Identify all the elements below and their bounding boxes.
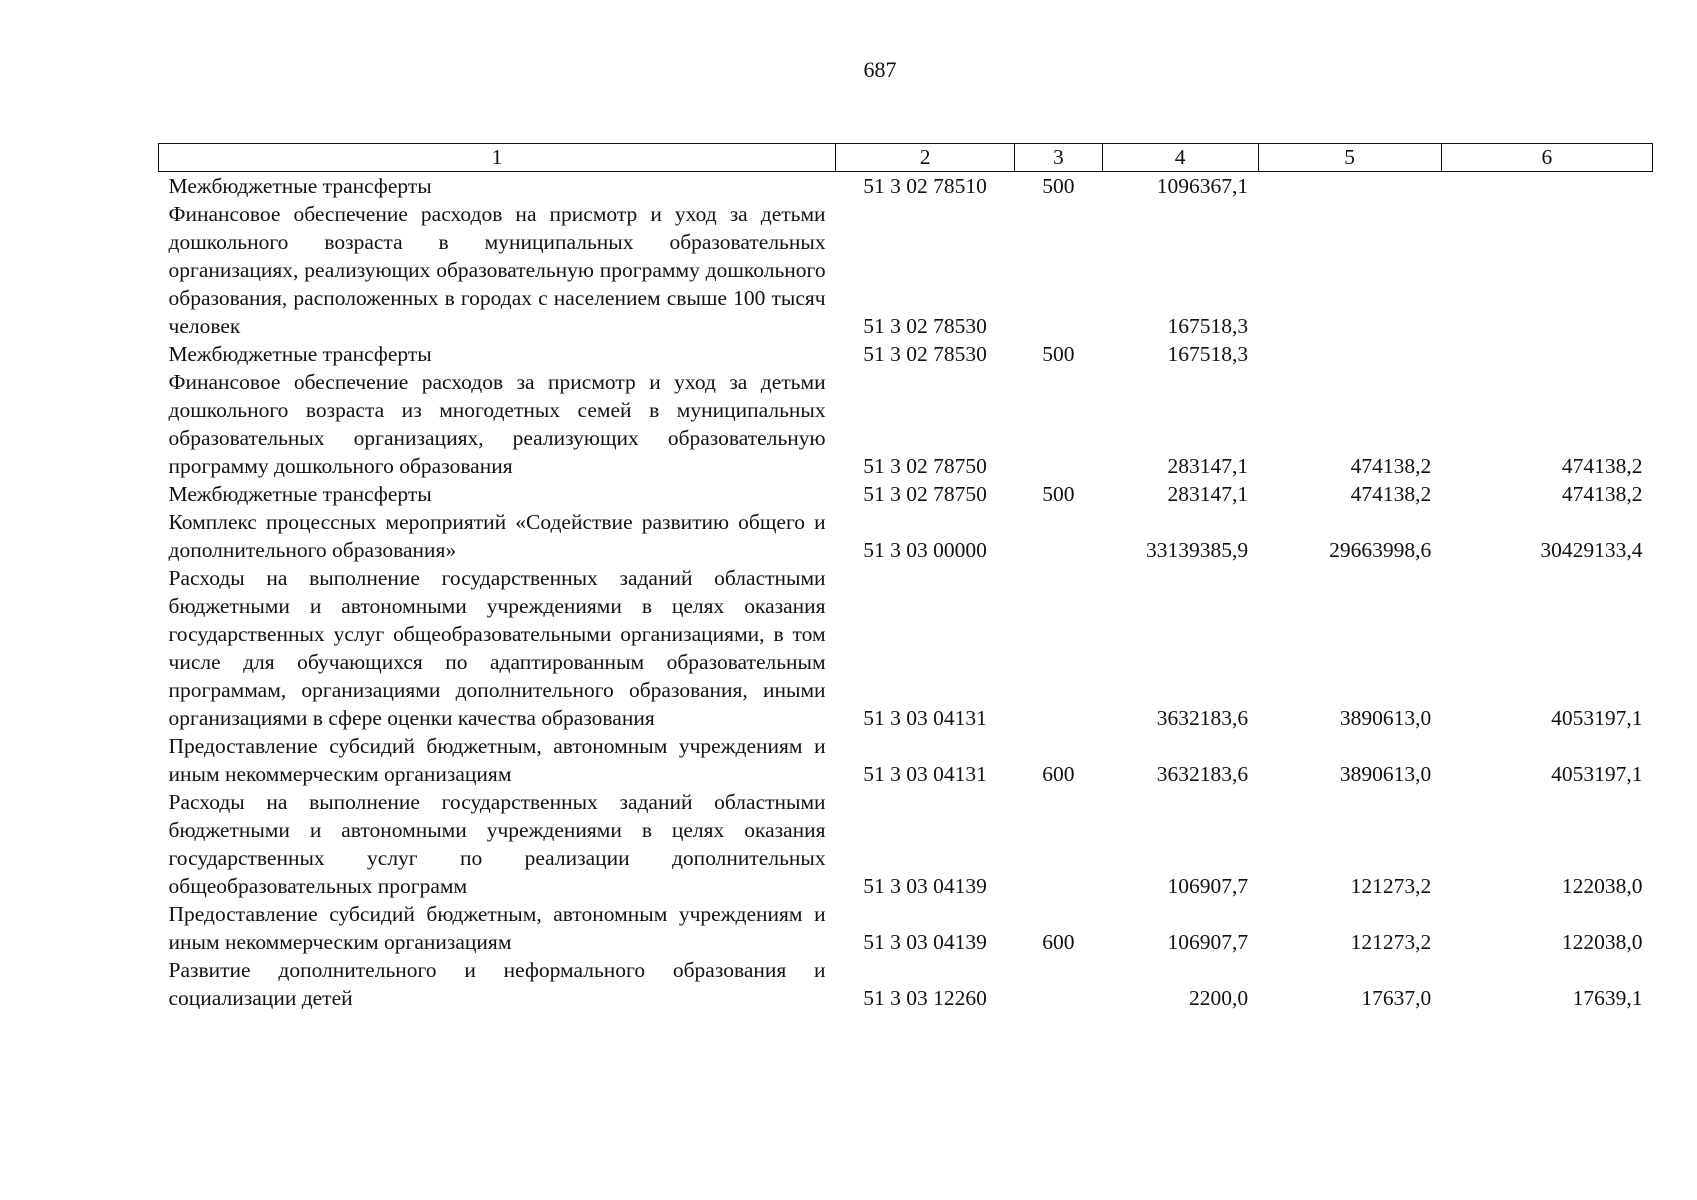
column-header-5: 5 [1258, 144, 1441, 172]
row-value-col6-cell: 17639,1 [1572, 986, 1643, 1010]
row-value-col4-cell: 3632183,6 [1156, 706, 1249, 730]
row-value-col4-cell: 106907,7 [1167, 874, 1249, 898]
row-expense-type-cell: 600 [1042, 762, 1075, 786]
table-row [159, 900, 1653, 956]
row-expense-type-cell [1015, 508, 1103, 564]
row-value-col6-cell: 474138,2 [1561, 482, 1643, 506]
table-row [159, 788, 1653, 900]
row-value-col6-cell: 122038,0 [1561, 930, 1643, 954]
row-code-cell: 51 3 03 04139 [863, 874, 987, 898]
row-value-col6-cell: 4053197,1 [1551, 706, 1643, 730]
table-row [159, 732, 1653, 788]
row-value-col6-cell: 474138,2 [1561, 454, 1643, 478]
row-value-col5-cell: 474138,2 [1350, 454, 1432, 478]
column-header-3: 3 [1015, 144, 1103, 172]
row-value-col5-cell: 121273,2 [1350, 874, 1432, 898]
table-row [159, 508, 1653, 564]
row-name-cell: Развитие дополнительного и неформального образования и социализации детей [168, 958, 826, 1010]
row-value-col5-cell: 121273,2 [1350, 930, 1432, 954]
row-code-cell: 51 3 03 12260 [863, 986, 987, 1010]
row-name-cell: Расходы на выполнение государственных заданий областными бюджетными и автономными учреждениями в целях оказания государственных услуг общеобразовательными организациями, в том числе для обучающихся по адаптированным образовательным программам, организациями дополнительного образования, иными организациями в сфере оценки качества образования [168, 566, 826, 730]
row-value-col4-cell: 167518,3 [1167, 342, 1249, 366]
row-code-cell: 51 3 02 78530 [863, 342, 987, 366]
header-row [159, 144, 1653, 172]
row-code-cell: 51 3 03 00000 [863, 538, 987, 562]
row-value-col5-cell: 474138,2 [1350, 482, 1432, 506]
row-value-col4-cell: 1096367,1 [1156, 174, 1249, 198]
table-row [159, 200, 1653, 340]
row-code-cell: 51 3 02 78510 [863, 174, 987, 198]
budget-table [158, 143, 1653, 1012]
row-value-col5-cell [1258, 172, 1441, 201]
row-value-col6-cell: 30429133,4 [1540, 538, 1643, 562]
column-header-2: 2 [836, 144, 1015, 172]
row-value-col6-cell: 4053197,1 [1551, 762, 1643, 786]
row-expense-type-cell: 600 [1042, 930, 1075, 954]
row-value-col5-cell: 29663998,6 [1329, 538, 1432, 562]
row-value-col6-cell [1441, 172, 1652, 201]
row-name-cell: Расходы на выполнение государственных заданий областными бюджетными и автономными учреждениями в целях оказания государственных услуг по реализации дополнительных общеобразовательных программ [168, 790, 826, 898]
row-expense-type-cell [1015, 564, 1103, 732]
row-name-cell: Комплекс процессных мероприятий «Содействие развитию общего и дополнительного образования» [168, 510, 826, 562]
row-code-cell: 51 3 03 04131 [863, 762, 987, 786]
row-code-cell: 51 3 02 78750 [863, 454, 987, 478]
column-header-1: 1 [159, 144, 836, 172]
row-name-cell: Предоставление субсидий бюджетным, автономным учреждениям и иным некоммерческим организациям [168, 902, 826, 954]
row-value-col5-cell: 3890613,0 [1339, 706, 1432, 730]
row-value-col4-cell: 167518,3 [1167, 314, 1249, 338]
column-header-4: 4 [1102, 144, 1258, 172]
row-code-cell: 51 3 02 78530 [863, 314, 987, 338]
row-name-cell: Предоставление субсидий бюджетным, автономным учреждениям и иным некоммерческим организациям [168, 734, 826, 786]
row-value-col4-cell: 3632183,6 [1156, 762, 1249, 786]
row-code-cell: 51 3 03 04131 [863, 706, 987, 730]
row-value-col5-cell: 17637,0 [1361, 986, 1432, 1010]
row-expense-type-cell [1015, 788, 1103, 900]
table-row [159, 172, 1653, 201]
row-name-cell: Финансовое обеспечение расходов за присмотр и уход за детьми дошкольного возраста из многодетных семей в муниципальных образовательных организациях, реализующих образовательную программу дошкольного образования [168, 370, 826, 478]
row-expense-type-cell [1015, 956, 1103, 1012]
row-expense-type-cell: 500 [1042, 174, 1075, 198]
row-value-col6-cell: 122038,0 [1561, 874, 1643, 898]
row-expense-type-cell: 500 [1042, 482, 1075, 506]
row-expense-type-cell [1015, 368, 1103, 480]
row-value-col6-cell [1441, 340, 1652, 368]
row-value-col6-cell [1441, 200, 1652, 340]
row-value-col5-cell [1258, 200, 1441, 340]
row-name-cell: Межбюджетные трансферты [168, 174, 432, 198]
row-name-cell: Межбюджетные трансферты [168, 482, 432, 506]
row-code-cell: 51 3 03 04139 [863, 930, 987, 954]
row-name-cell: Межбюджетные трансферты [168, 342, 432, 366]
row-code-cell: 51 3 02 78750 [863, 482, 987, 506]
row-value-col4-cell: 33139385,9 [1145, 538, 1249, 562]
row-value-col4-cell: 283147,1 [1167, 454, 1249, 478]
row-value-col5-cell [1258, 340, 1441, 368]
row-expense-type-cell [1015, 200, 1103, 340]
table-row [159, 340, 1653, 368]
row-value-col4-cell: 106907,7 [1167, 930, 1249, 954]
table-row [159, 956, 1653, 1012]
table-body [159, 172, 1653, 1013]
table-row [159, 564, 1653, 732]
row-value-col4-cell: 283147,1 [1167, 482, 1249, 506]
table-row [159, 480, 1653, 508]
table-row [159, 368, 1653, 480]
column-header-6: 6 [1441, 144, 1652, 172]
row-value-col4-cell: 2200,0 [1188, 986, 1249, 1010]
page-number: 687 [863, 57, 897, 82]
row-expense-type-cell: 500 [1042, 342, 1075, 366]
table-header [159, 144, 1653, 172]
row-name-cell: Финансовое обеспечение расходов на присмотр и уход за детьми дошкольного возраста в муниципальных образовательных организациях, реализующих образовательную программу дошкольного образования, расположенных в городах с населением свыше 100 тысяч человек [168, 202, 826, 338]
row-value-col5-cell: 3890613,0 [1339, 762, 1432, 786]
